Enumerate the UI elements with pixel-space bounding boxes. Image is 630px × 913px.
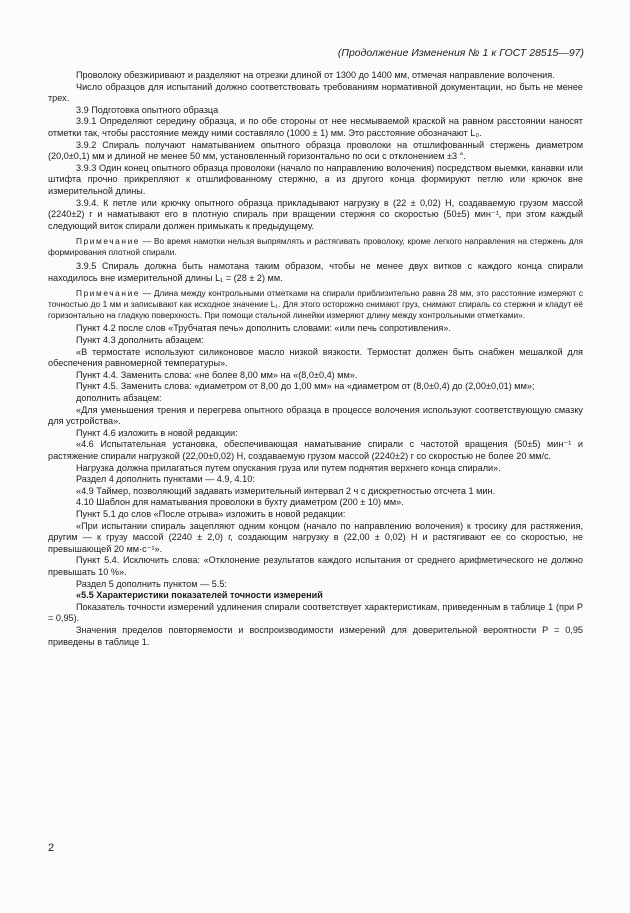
paragraph: дополнить абзацем: [76, 393, 162, 404]
paragraph: «4.6 Испытательная установка, обеспечивающая наматывание спирали с частотой вращения (50±5) мин⁻¹ и растяжение спирали нагрузкой (22,00±0,02) Н, создаваемую грузом массой (2240±2) г со скоростью не более 20 мм/с. [48, 439, 583, 462]
paragraph: Пункт 4.4. Заменить слова: «не более 8,00 мм» на «(8,0±0,4) мм». [76, 369, 358, 380]
page-number: 2 [48, 842, 55, 854]
note-text: — Длина между контрольными отметками на спирали приблизительно равна 28 мм, это расстояние измеряют с точностью до 1 мм и записывают как исходное значение L₁. Для этого осторожно снимают груз, снимают спираль со стержня и кладут её горизонтально на гладкую поверхность. При помощи стальной линейки измеряют длину между контрольными отметками». [48, 288, 583, 320]
paragraph: Проволоку обезжиривают и разделяют на отрезки длиной от 1300 до 1400 мм, отмечая направление волочения. [76, 70, 555, 80]
note-text: — Во время намотки нельзя выпрямлять и растягивать проволоку, кроме легкого направления на стержень для формирования плотной спирали. [48, 236, 583, 258]
paragraph: 3.9.3 Один конец опытного образца проволоки (начало по направлению волочения) посредством выемки, канавки или штифта прочно прикрепляют к отшлифованному стержню, а из другого конца формируют петлю или крючок вне измерительной длины. [48, 162, 583, 196]
note-label: Примечание [76, 288, 141, 299]
paragraph: Пункт 4.2 после слов «Трубчатая печь» дополнить словами: «или печь сопротивления». [76, 323, 451, 334]
paragraph: «В термостате используют силиконовое масло низкой вязкости. Термостат должен быть снабжен мешалкой для обеспечения равномерной температуры». [48, 346, 583, 369]
paragraph: «Для уменьшения трения и перегрева опытного образца в процессе волочения используют соответствующую смазку для устройства». [48, 404, 583, 427]
paragraph: 4.10 Шаблон для наматывания проволоки в бухту диаметром (200 ± 10) мм». [76, 497, 404, 508]
paragraph: Пункт 5.4. Исключить слова: «Отклонение результатов каждого испытания от среднего арифметического не должно превышать 10 %». [48, 555, 583, 577]
paragraph: Число образцов для испытаний должно соответствовать требованиям нормативной документации, но быть не менее трех. [48, 81, 583, 104]
paragraph: 3.9.5 Спираль должна быть намотана таким образом, чтобы не менее двух витков с каждого конца спирали находилось вне измерительной длины L₁ = (28 ± 2) мм. [48, 260, 583, 283]
paragraph: Показатель точности измерений удлинения спирали соответствует характеристикам, приведенным в таблице 1 (при P = 0,95). [48, 601, 583, 624]
paragraph: Раздел 5 дополнить пунктом — 5.5: [76, 578, 227, 589]
page-header: (Продолжение Изменения № 1 к ГОСТ 28515—97) [337, 48, 584, 59]
paragraph: Пункт 5.1 до слов «После отрыва» изложить в новой редакции: [76, 508, 346, 519]
paragraph: Пункт 4.6 изложить в новой редакции: [76, 427, 238, 438]
paragraph: «При испытании спираль зацепляют одним концом (начало по направлению волочения) к тросику для растяжения, другим — к грузу массой (2240 ± 2,0) г, создающим нагрузку в (22,00 ± 0,02) Н и растягивают ее со скоростью, не превышающей 20 мм·с⁻¹». [48, 520, 583, 554]
paragraph: 3.9.2 Спираль получают наматыванием опытного образца проволоки на отшлифованный стержень диаметром (20,0±0,1) мм и длиной не менее 50 мм, установленный горизонтально по оси с отклонением ±3 °. [48, 139, 583, 162]
document-body [48, 70, 583, 648]
note-label: Примечание [76, 236, 141, 247]
paragraph: 3.9.4. К петле или крючку опытного образца прикладывают нагрузку в (22 ± 0,02) Н, создаваемую грузом массой (2240±2) г и наматывают его в плотную спираль при вращении стержня со скоростью (50±5) мин⁻¹, при этом каждый следующий виток спирали должен примыкать к предыдущему. [48, 197, 583, 231]
section-heading: «5.5 Характеристики показателей точности измерений [76, 590, 323, 601]
paragraph: Пункт 4.5. Заменить слова: «диаметром от 8,00 до 1,00 мм» на «диаметром от (8,0±0,4) до (2,00±0,01) мм»; [76, 381, 535, 392]
paragraph: Раздел 4 дополнить пунктами — 4.9, 4.10: [76, 474, 255, 485]
paragraph: Пункт 4.3 дополнить абзацем: [76, 335, 204, 346]
note [48, 236, 583, 258]
paragraph: Значения пределов повторяемости и воспроизводимости измерений для доверительной вероятности P = 0,95 приведены в таблице 1. [48, 624, 583, 647]
paragraph: Нагрузка должна прилагаться путем опускания груза или путем поднятия верхнего конца спирали». [76, 462, 501, 473]
note [48, 288, 583, 320]
section-heading: 3.9 Подготовка опытного образца [76, 104, 219, 115]
paragraph: «4.9 Таймер, позволяющий задавать измерительный интервал 2 ч с дискретностью отсчета 1 мин. [76, 485, 496, 496]
paragraph: 3.9.1 Определяют середину образца, и по обе стороны от нее несмываемой краской на равном расстоянии наносят отметки так, чтобы расстояние между ними составляло (1000 ± 1) мм. Это расстояние обозначают L₀. [48, 116, 583, 138]
